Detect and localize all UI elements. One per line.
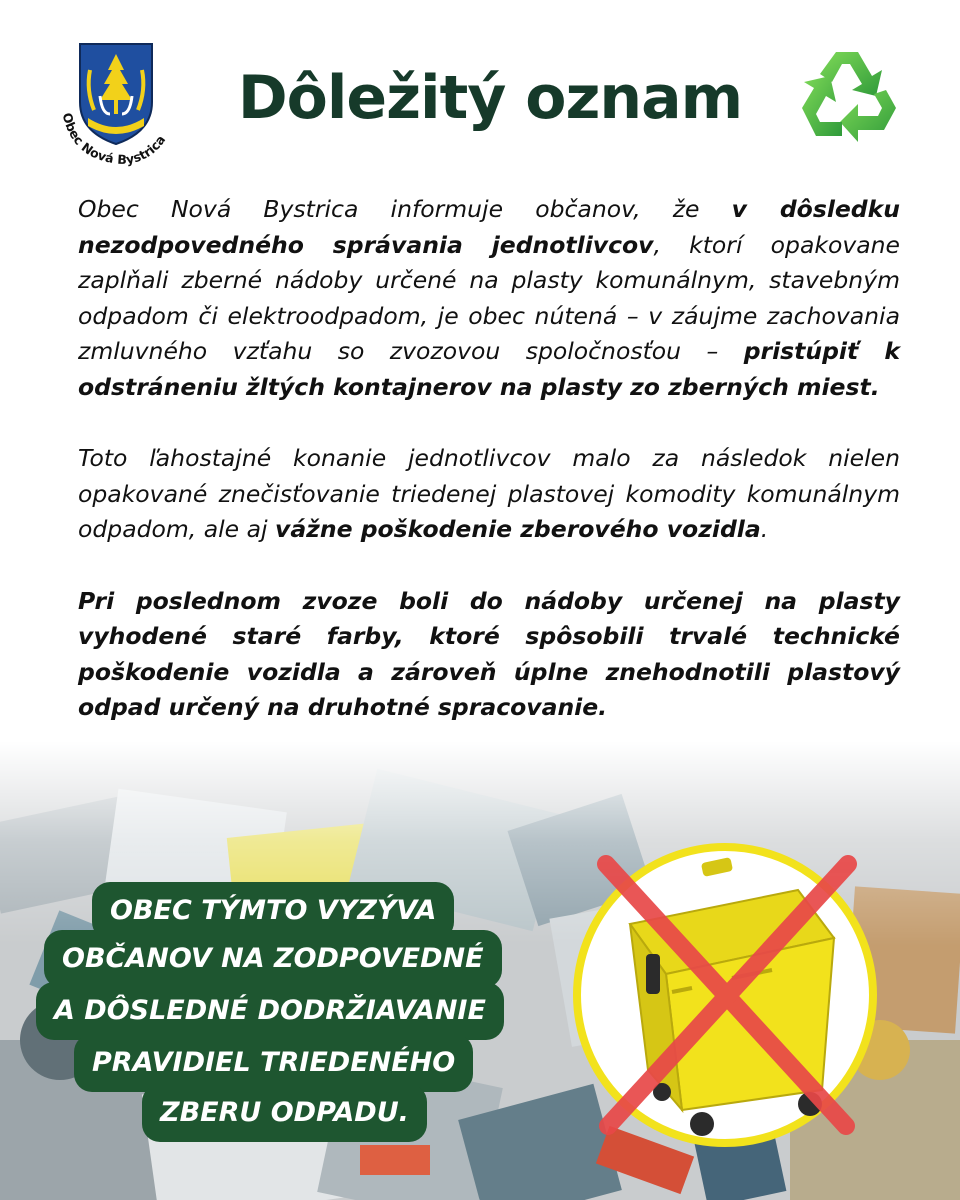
cta-line: OBEC TÝMTO VYZÝVA — [92, 882, 454, 940]
bold-run: pristúpiť k odstráneniu žltých kontajnerov na plasty zo zberných miest. — [78, 337, 900, 401]
logo-caption: Obec Nová Bystrica — [59, 111, 169, 168]
bold-run: Pri poslednom zvoze boli do nádoby určenej na plasty vyhodené staré farby, ktoré spôsobili trvalé technické poškodenie vozidla a zároveň úplne znehodnotili plastový odpad určený na druhotné spracovanie. — [78, 586, 900, 721]
municipality-logo — [52, 40, 182, 170]
bold-run: v dôsledku nezodpovedného správania jednotlivcov — [78, 195, 900, 259]
text-run: . — [760, 515, 769, 543]
call-to-action — [0, 870, 570, 1150]
cta-line: A DÔSLEDNÉ DODRŽIAVANIE — [36, 982, 504, 1040]
paragraph-3 — [78, 584, 900, 726]
bold-run: vážne poškodenie zberového vozidla — [275, 515, 761, 543]
recycle-icon — [796, 46, 900, 146]
coat-of-arms-icon — [80, 44, 152, 144]
text-run: Obec Nová Bystrica informuje občanov, že — [78, 195, 732, 223]
paragraph-2 — [78, 441, 900, 548]
cta-line: OBČANOV NA ZODPOVEDNÉ — [44, 930, 502, 988]
cta-line: ZBERU ODPADU. — [142, 1084, 427, 1142]
crossed-out-bin — [572, 842, 878, 1148]
text-run: Toto ľahostajné konanie jednotlivcov malo za následok nielen opakované znečisťovanie triedenej plastovej komodity komunálnym odpadom, ale aj — [78, 444, 900, 543]
text-run: , ktorí opakovane zaplňali zberné nádoby určené na plasty komunálnym, stavebným odpadom či elektroodpadom, je obec nútená – v záujme zachovania zmluvného vzťahu so zvozovou spoločnosťou – — [78, 230, 900, 365]
page-title: Dôležitý oznam — [237, 63, 743, 133]
cta-line: PRAVIDIEL TRIEDENÉHO — [74, 1034, 473, 1092]
announcement-text — [78, 192, 900, 762]
paragraph-1 — [78, 192, 900, 405]
